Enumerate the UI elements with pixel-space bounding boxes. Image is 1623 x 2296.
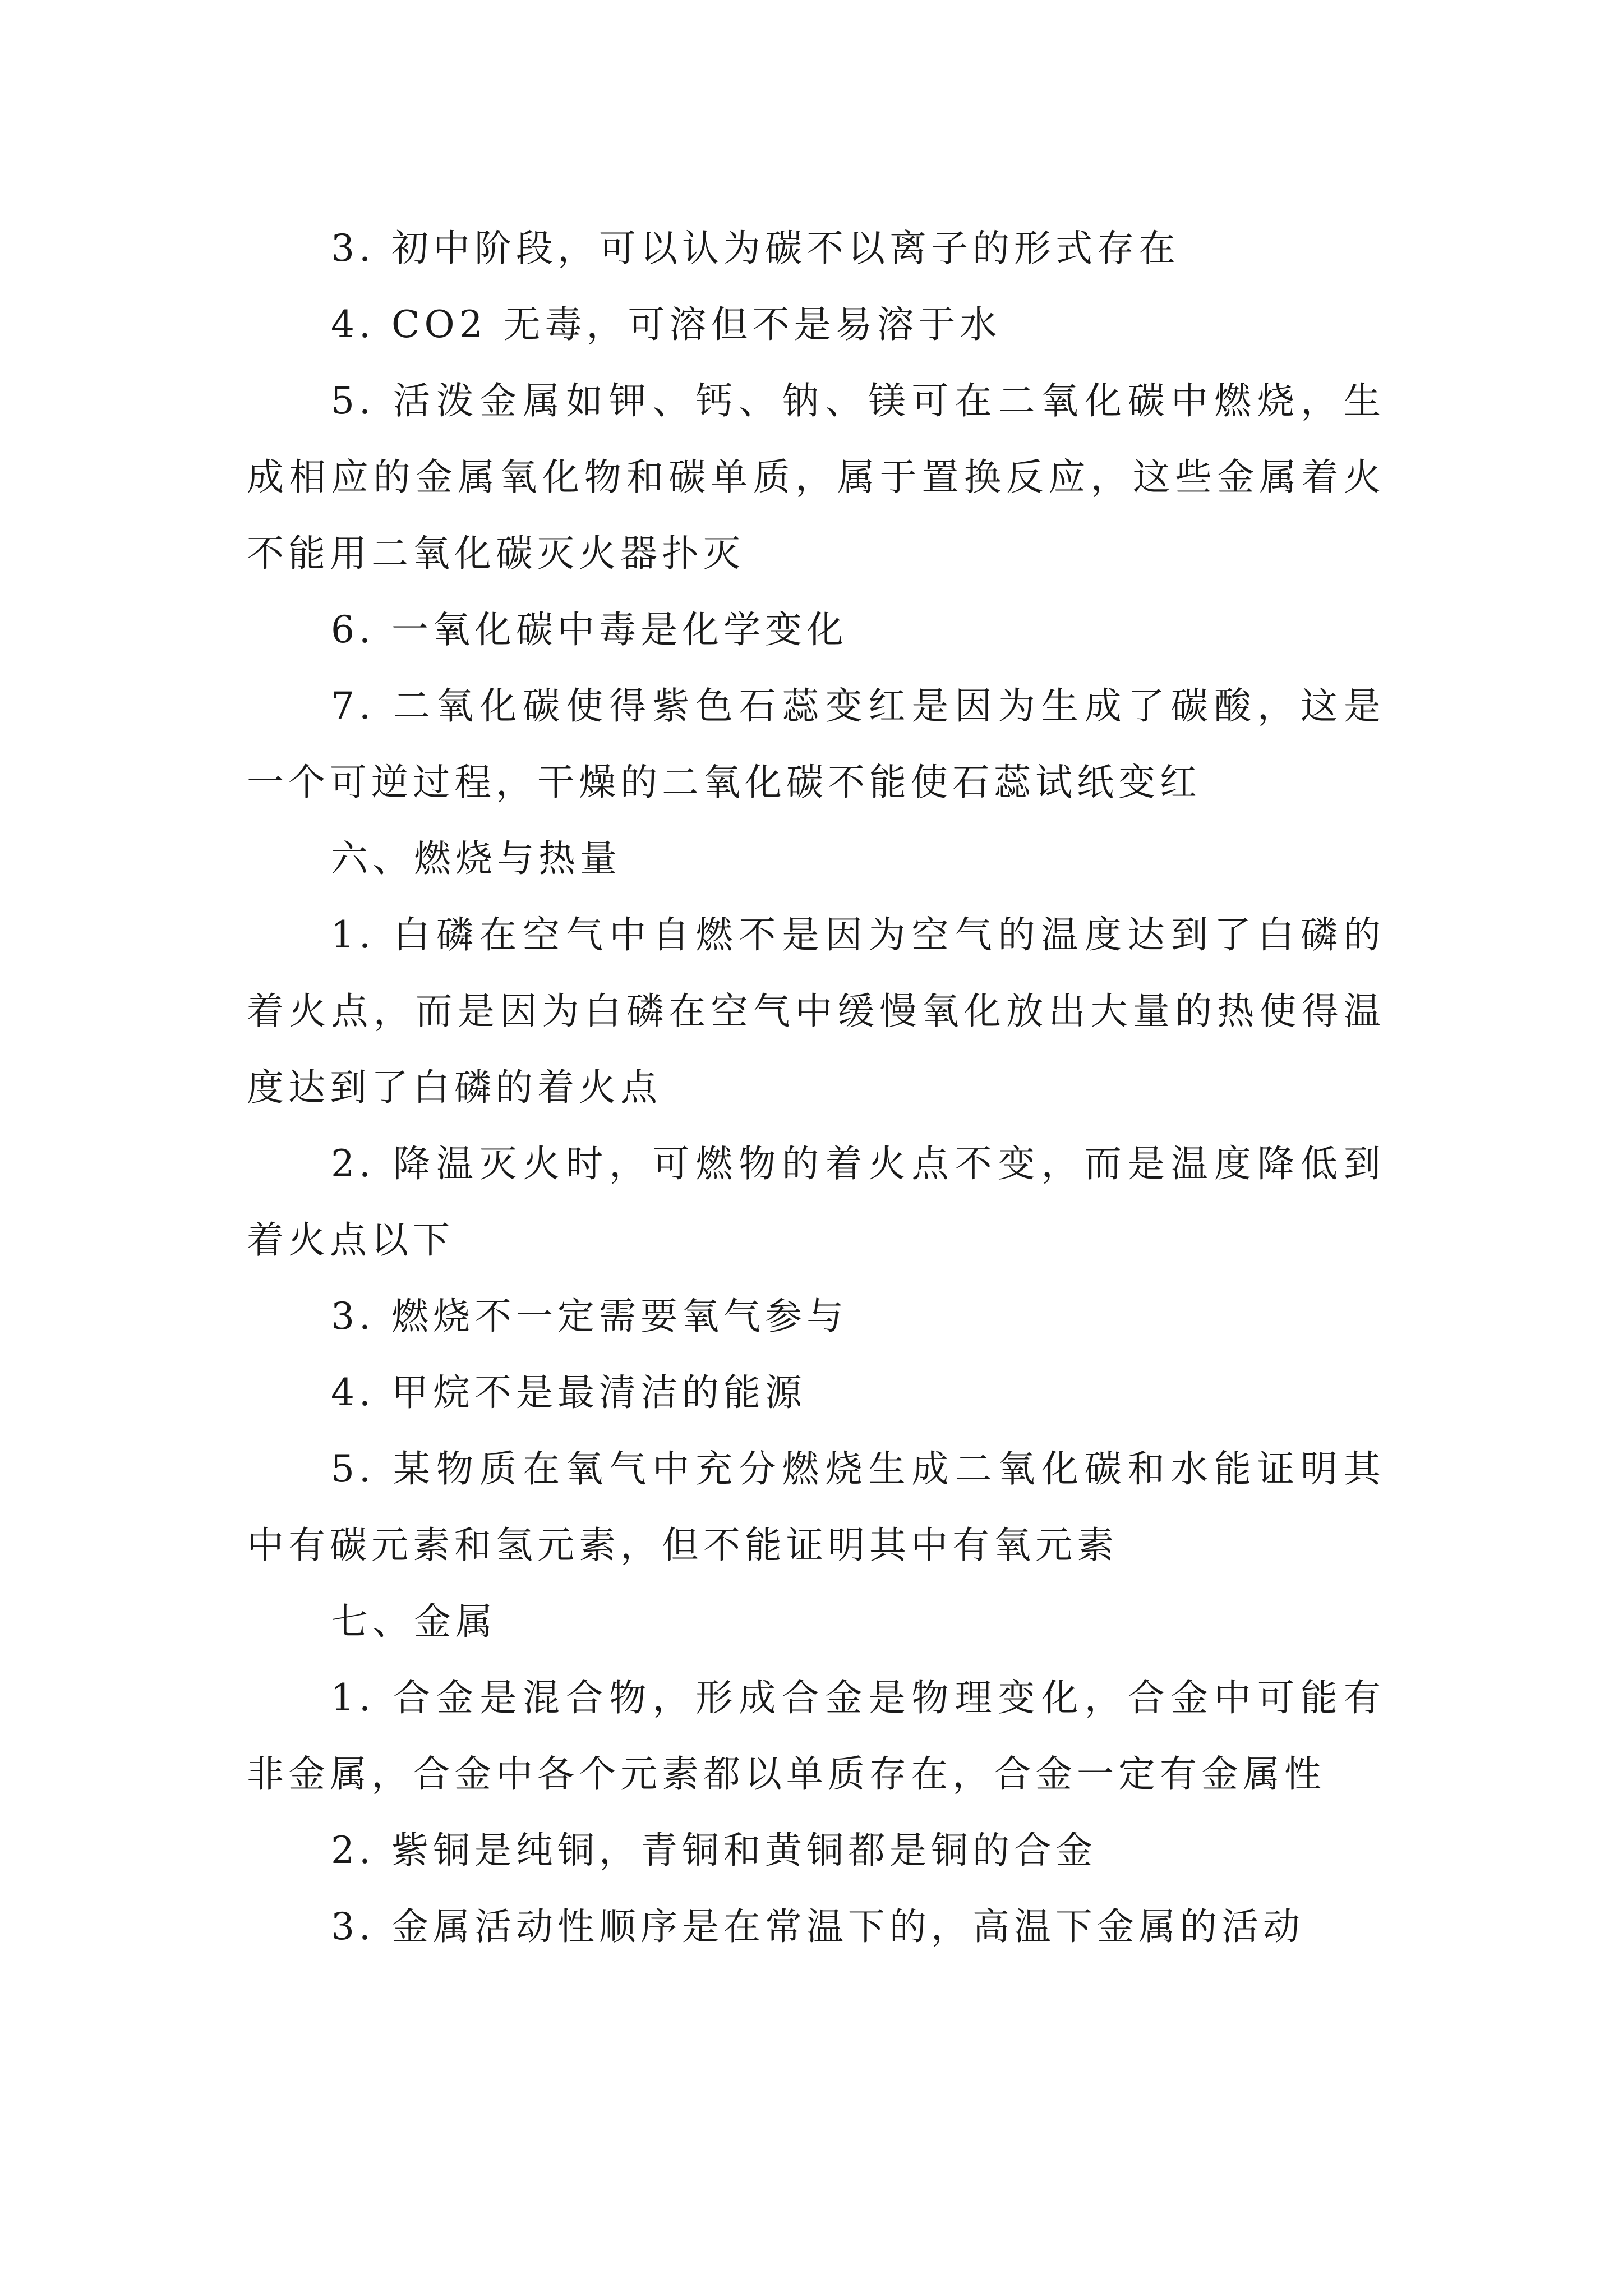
document-body <box>247 210 1385 1965</box>
item-methane-energy: 4. 甲烷不是最清洁的能源 <box>331 1371 806 1414</box>
item-cooling-extinguish: 2. 降温灭火时，可燃物的着火点不变，而是温度降低到着火点以下 <box>247 1142 1385 1262</box>
item-alloy-properties: 1. 合金是混合物，形成合金是物理变化，合金中可能有非金属，合金中各个元素都以单质存在，合金一定有金属性 <box>247 1676 1385 1796</box>
item-element-proof: 5. 某物质在氧气中充分燃烧生成二氧化碳和水能证明其中有碳元素和氢元素，但不能证明其中有氧元素 <box>247 1447 1385 1567</box>
item-litmus-reaction: 7. 二氧化碳使得紫色石蕊变红是因为生成了碳酸，这是一个可逆过程，干燥的二氧化碳不能使石蕊试纸变红 <box>247 684 1385 804</box>
item-activity-series: 3. 金属活动性顺序是在常温下的，高温下金属的活动 <box>331 1905 1304 1948</box>
item-copper-alloys: 2. 紫铜是纯铜，青铜和黄铜都是铜的合金 <box>331 1829 1097 1872</box>
item-active-metal-burning: 5. 活泼金属如钾、钙、钠、镁可在二氧化碳中燃烧，生成相应的金属氧化物和碳单质，属于置换反应，这些金属着火不能用二氧化碳灭火器扑灭 <box>247 379 1385 575</box>
item-co-poisoning: 6. 一氧化碳中毒是化学变化 <box>331 608 848 651</box>
item-co2-solubility: 4. CO2 无毒，可溶但不是易溶于水 <box>331 303 1002 346</box>
item-combustion-oxygen: 3. 燃烧不一定需要氧气参与 <box>331 1295 848 1338</box>
section-heading-metals: 七、金属 <box>331 1600 497 1643</box>
item-white-phosphorus: 1. 白磷在空气中自燃不是因为空气的温度达到了白磷的着火点，而是因为白磷在空气中缓慢氧化放出大量的热使得温度达到了白磷的着火点 <box>247 913 1385 1109</box>
section-heading-combustion: 六、燃烧与热量 <box>331 837 621 880</box>
item-carbon-ion: 3. 初中阶段，可以认为碳不以离子的形式存在 <box>331 227 1180 270</box>
